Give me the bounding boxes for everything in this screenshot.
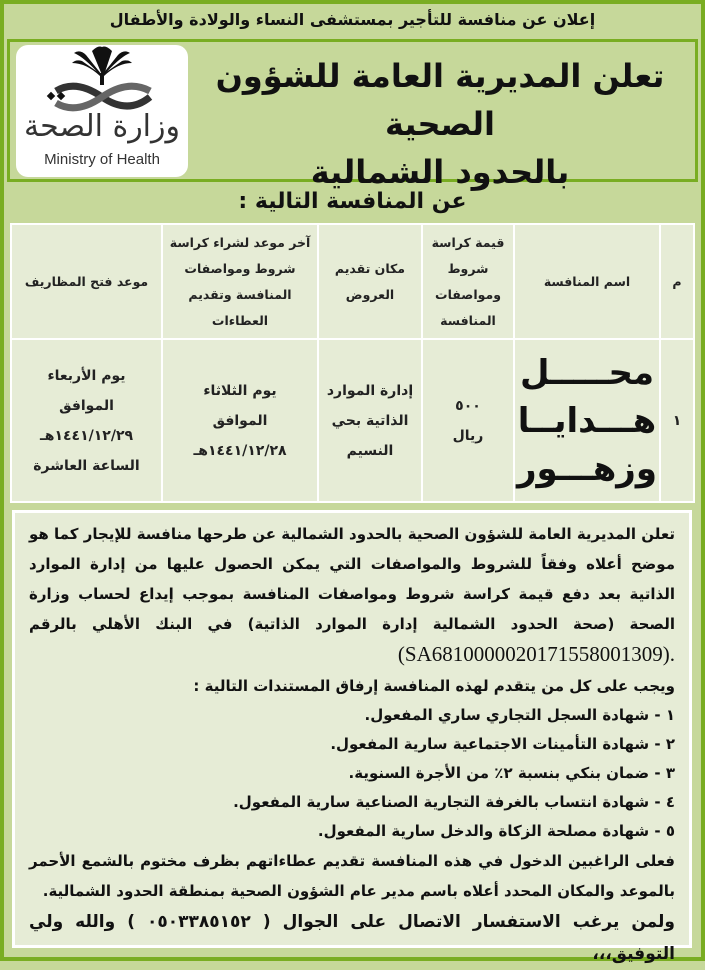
intro-text: تعلن المديرية العامة للشؤون الصحية بالحدود الشمالية عن طرحها منافسة للإيجار كما هو موضح أعلاه وفقاً للشروط والمواصفات التي يمكن الحصول عليها من إدارة الموارد الذاتية بعد دفع قيمة كراسة شروط ومواصفات المنافسة بموجب إيداع لحساب وزارة الصحة (صحة الحدود الشمالية إدارة الموارد الذاتية) في البنك الأهلي بالرقم	[29, 525, 675, 633]
ministry-logo	[16, 45, 188, 177]
requirement-item: ٢ - شهادة التأمينات الاجتماعية سارية المفعول.	[330, 735, 675, 753]
submission-paragraph: فعلى الراغبين الدخول في هذه المنافسة تقديم عطاءاتهم بظرف مختوم بالشمع الأحمر بالموعد والمكان المحدد أعلاه باسم مدير عام الشؤون الصحية بمنطقة الحدود الشمالية.	[29, 852, 675, 900]
requirement-item: ١ - شهادة السجل التجاري ساري المفعول.	[364, 706, 675, 724]
opening-time: الساعة العاشرة	[33, 457, 140, 474]
requirement-item: ٣ - ضمان بنكي بنسبة ٢٪ من الأجرة السنوية.	[348, 764, 675, 782]
table-header-row	[11, 224, 694, 339]
deadline-day: يوم الثلاثاء	[203, 382, 277, 399]
cell-number: ١	[660, 339, 694, 502]
deadline-date: ١٤٤١/١٢/٢٨هـ	[193, 442, 287, 459]
cell-deadline	[162, 339, 318, 502]
tender-name-line2: هـــدايــا	[517, 400, 657, 441]
price-value: ٥٠٠	[455, 397, 481, 414]
opening-label: الموافق	[59, 397, 114, 414]
header-deadline: آخر موعد لشراء كراسة شروط ومواصفات المنافسة وتقديم العطاءات	[162, 224, 318, 339]
ministry-of-health-emblem-icon	[16, 45, 188, 115]
cell-opening-date	[11, 339, 162, 502]
tender-name-line3: وزهـــور	[516, 448, 658, 489]
intro-paragraph	[29, 519, 675, 671]
deadline-label: الموافق	[212, 412, 268, 429]
price-currency: ريال	[452, 427, 484, 444]
header-booklet-price: قيمة كراسة شروط ومواصفات المنافسة	[422, 224, 514, 339]
opening-day: يوم الأربعاء	[47, 367, 126, 384]
section-title: عن المنافسة التالية :	[238, 189, 467, 214]
header-submission-place: مكان تقديم العروض	[318, 224, 422, 339]
table-row	[11, 339, 694, 502]
logo-arabic-text: وزارة الصحة	[24, 109, 180, 144]
cell-tender-name	[514, 339, 660, 502]
announcement-top-title: إعلان عن منافسة للتأجير بمستشفى النساء والولادة والأطفال	[109, 10, 596, 29]
opening-date: ١٤٤١/١٢/٢٩هـ	[39, 427, 134, 444]
tender-table	[10, 223, 695, 503]
requirement-item: ٤ - شهادة انتساب بالغرفة التجارية الصناعية سارية المفعول.	[233, 793, 675, 811]
header-opening-date: موعد فتح المظاريف	[11, 224, 162, 339]
cell-booklet-price	[422, 339, 514, 502]
tender-name-line1: محـــــل	[519, 352, 654, 393]
contact-closing: ولمن يرغب الاستفسار الاتصال على الجوال ( ٠٥٠٣٣٨٥١٥٢ ) والله ولي التوفيق،،،	[29, 912, 676, 964]
announcement-body	[12, 510, 692, 964]
requirement-item: ٥ - شهادة مصلحة الزكاة والدخل سارية المفعول.	[317, 822, 675, 840]
header-box	[7, 39, 698, 191]
requirements-intro: ويجب على كل من يتقدم لهذه المنافسة إرفاق المستندات التالية :	[193, 677, 675, 695]
iban-number: (SA6810000020171558001309).	[397, 642, 675, 666]
header-tender-name: اسم المنافسة	[514, 224, 660, 339]
logo-english-text: Ministry of Health	[44, 151, 160, 168]
page-title-line1: تعلن المديرية العامة للشؤون الصحية	[215, 57, 665, 143]
header-number: م	[660, 224, 694, 339]
page-title-line2: بالحدود الشمالية	[310, 153, 570, 191]
cell-submission-place: إدارة الموارد الذاتية بحي النسيم	[318, 339, 422, 502]
page-title	[195, 52, 685, 196]
